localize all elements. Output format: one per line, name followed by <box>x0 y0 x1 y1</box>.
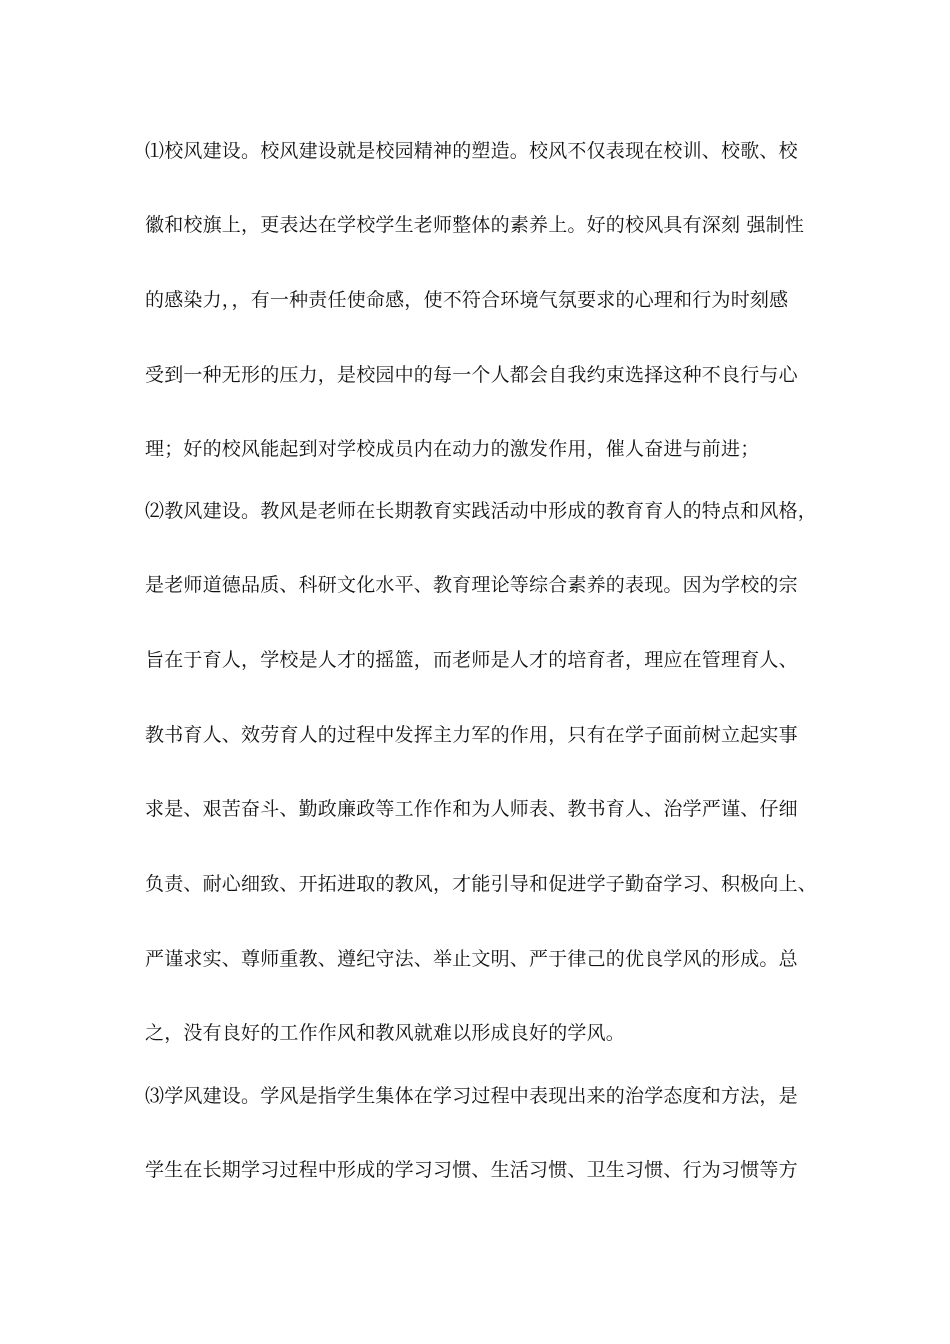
text-line: 的感染力，，有一种责任使命感，使不符合环境气氛要求的心理和行为时刻感 <box>145 289 789 311</box>
text-line: 理；好的校风能起到对学校成员内在动力的激发作用，催人奋进与前进； <box>145 438 760 460</box>
text-line: 徽和校旗上，更表达在学校学生老师整体的素养上。好的校风具有深刻 强制性 <box>145 214 805 236</box>
text-line: ⑶学风建设。学风是指学生集体在学习过程中表现出来的治学态度和方法，是 <box>145 1085 798 1107</box>
text-line: ⑴校风建设。校风建设就是校园精神的塑造。校风不仅表现在校训、校歌、校 <box>145 140 798 162</box>
text-line: 严谨求实、尊师重教、遵纪守法、举止文明、严于律己的优良学风的形成。总 <box>145 948 798 970</box>
text-line: 旨在于育人，学校是人才的摇篮，而老师是人才的培育者，理应在管理育人、 <box>145 649 798 671</box>
text-line: 受到一种无形的压力，是校园中的每一个人都会自我约束选择这种不良行与心 <box>145 364 798 386</box>
text-line: 负责、耐心细致、开拓进取的教风，才能引导和促进学子勤奋学习、积极向上、 <box>145 873 818 895</box>
text-line: 求是、艰苦奋斗、勤政廉政等工作作和为人师表、教书育人、治学严谨、仔细 <box>145 798 798 820</box>
text-line: 教书育人、效劳育人的过程中发挥主力军的作用，只有在学子面前树立起实事 <box>145 724 798 746</box>
text-line: ⑵教风建设。教风是老师在长期教育实践活动中形成的教育育人的特点和风格， <box>145 500 818 522</box>
text-line: 学生在长期学习过程中形成的学习习惯、生活习惯、卫生习惯、行为习惯等方 <box>145 1159 798 1181</box>
text-line: 之，没有良好的工作作风和教风就难以形成良好的学风。 <box>145 1022 626 1044</box>
text-line: 是老师道德品质、科研文化水平、教育理论等综合素养的表现。因为学校的宗 <box>145 574 798 596</box>
